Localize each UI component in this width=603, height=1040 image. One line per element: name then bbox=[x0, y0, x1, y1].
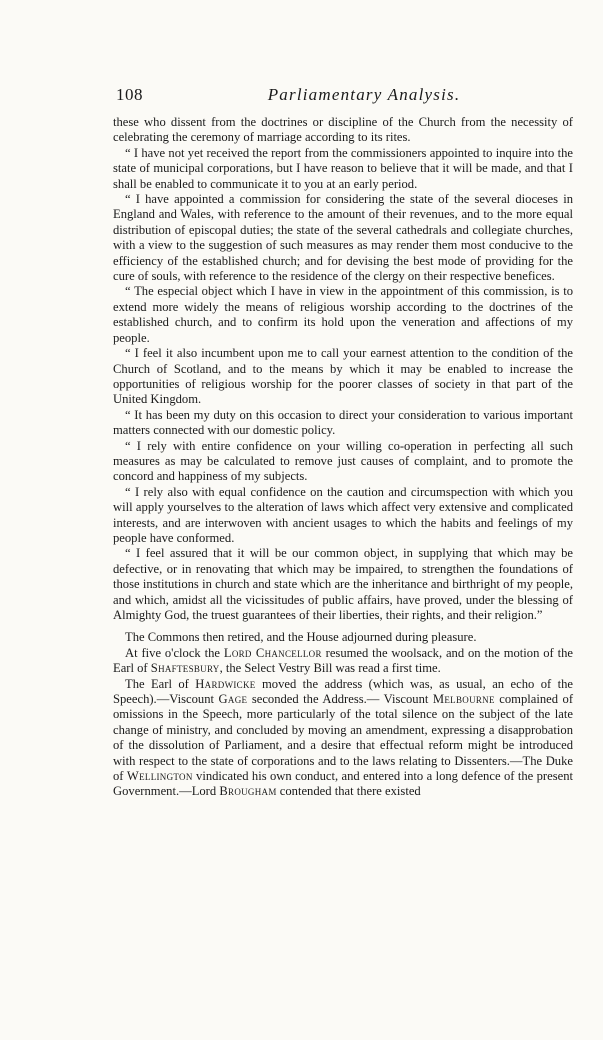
text-run: complained of omissions in the Speech, more particularly of the total silence on the subject of the late change of ministry, and concluded by moving an amendment, expressing a disapprobation of the dissolution of Parliament, and a desire that effectual reform might be introduced with respect to the state of corporations and to the laws relating to Dissenters.—The Duke of bbox=[113, 692, 574, 784]
page-number: 108 bbox=[116, 85, 143, 104]
speech-paragraph-object: “ The especial object which I have in view in the appointment of this commission, is to extend more widely the means of religious worship according to the doctrines of the established church, and to confirm its hold upon the veneration and affections of my people. bbox=[113, 284, 573, 345]
text-run: The Earl of bbox=[125, 676, 196, 691]
paragraph-five-oclock bbox=[113, 646, 573, 677]
text-run: contended that there existed bbox=[276, 784, 421, 799]
person-name: Shaftesbury bbox=[150, 661, 220, 676]
paragraph-continued: these who dissent from the doctrines or discipline of the Church from the necessity of celebrating the ceremony of marriage according to its rites. bbox=[113, 115, 573, 145]
speech-paragraph-duty: “ It has been my duty on this occasion to direct your consideration to various important matters connected with our domestic policy. bbox=[113, 407, 573, 438]
paragraph-earl-hardwicke bbox=[113, 677, 573, 800]
speech-paragraph-municipal: “ I have not yet received the report from the commissioners appointed to inquire into the state of municipal corporations, but I have reason to believe that it will be made, and that I shall be enabled to communicate it to you at an early period. bbox=[113, 145, 573, 191]
person-name: Melbourne bbox=[432, 692, 495, 707]
speech-paragraph-commission: “ I have appointed a commission for considering the state of the several dioceses in England and Wales, with reference to the amount of their revenues, and to the more equal distribution of episcopal duties; the state of the several cathedrals and collegiate churches, with a view to the suggestion of such measures as may render them most conducive to the efficiency of the established church; and for devising the best mode of providing for the cure of souls, with reference to the residence of the clergy on their respective benefices. bbox=[113, 192, 573, 284]
text-run: vindicated his own conduct, and entered into a long defence of the present Government.—Lord bbox=[113, 769, 574, 799]
page-header bbox=[116, 85, 572, 107]
speech-paragraph-assured: “ I feel assured that it will be our common object, in supplying that which may be defective, or in renovating that which may be impaired, to strengthen the foundations of those institutions in church and state which are the inheritance and birthright of my people, and which, amidst all the vicissitudes of public affairs, have proved, under the blessing of Almighty God, the truest guarantees of their liberties, their rights, and their religion.” bbox=[113, 546, 573, 622]
speech-paragraph-scotland: “ I feel it also incumbent upon me to call your earnest attention to the condition of the Church of Scotland, and to the means by which it may be enabled to increase the opportunities of religious worship for the poorer classes of society in that part of the United Kingdom. bbox=[113, 346, 573, 407]
text-run: seconded the Address.— Viscount bbox=[247, 692, 433, 707]
page-body bbox=[113, 115, 573, 800]
speech-paragraph-cooperation: “ I rely with entire confidence on your willing co-operation in perfecting all such measures as may be calculated to remove just causes of complaint, and to promote the concord and happiness of my subjects. bbox=[113, 438, 573, 484]
person-name: Brougham bbox=[219, 784, 277, 799]
person-name: Hardwicke bbox=[195, 676, 256, 691]
person-name: Gage bbox=[218, 692, 248, 707]
person-name: Wellington bbox=[126, 769, 193, 784]
text-run: moved the address (which was, as usual, an echo of the Speech).—Viscount bbox=[113, 676, 573, 707]
paragraph-commons-retired: The Commons then retired, and the House adjourned during pleasure. bbox=[125, 630, 477, 645]
speech-paragraph-caution: “ I rely also with equal confidence on the caution and circumspection with which you will apply yourselves to the alteration of laws which affect very extensive and complicated interests, and are interwoven with ancient usages to which the habits and feelings of my people have conformed. bbox=[113, 484, 573, 545]
text-run: , the Select Vestry Bill was read a first time. bbox=[219, 661, 441, 676]
person-name: Lord Chancellor bbox=[223, 645, 322, 660]
text-run: resumed the woolsack, and on the motion of the Earl of bbox=[113, 645, 573, 676]
running-title: Parliamentary Analysis. bbox=[267, 85, 461, 104]
text-run: At five o'clock the bbox=[125, 645, 224, 660]
